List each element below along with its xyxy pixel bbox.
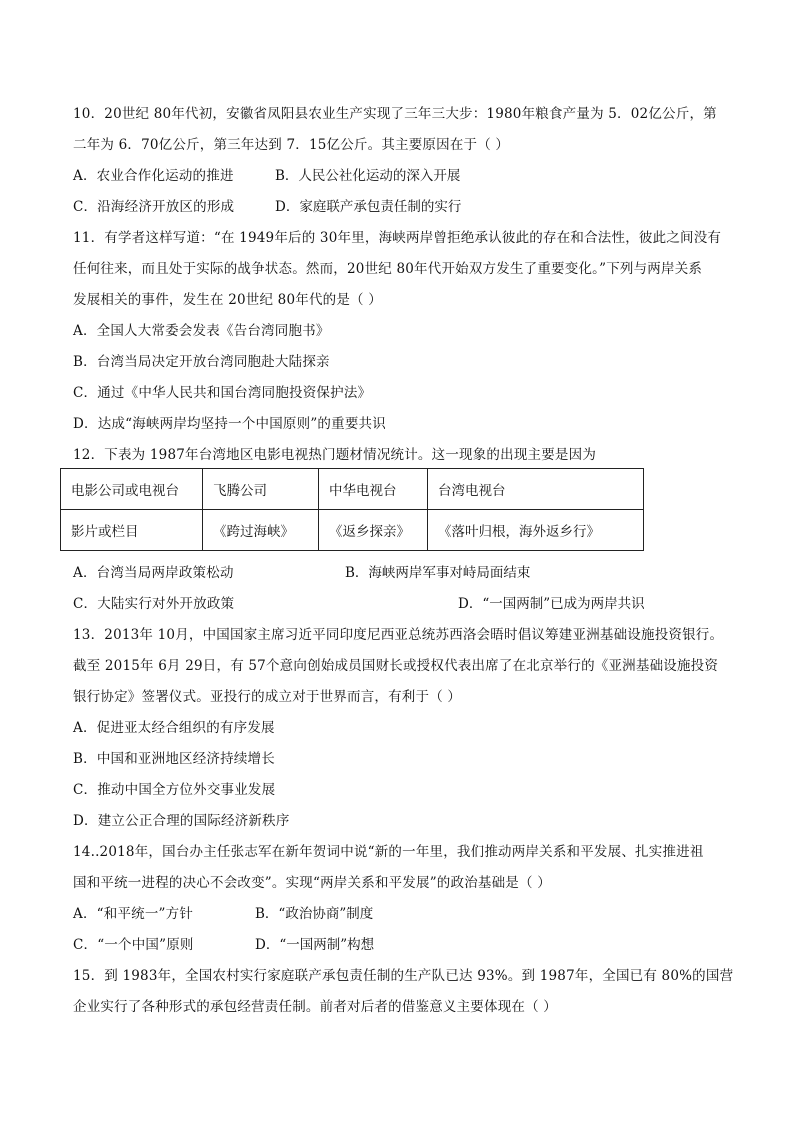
q14-option-d: D．“一国两制”构想	[255, 937, 375, 953]
q11-stem-line2: 任何往来，而且处于实际的战争状态。然而，20世纪 80年代开始双方发生了重要变化。”下列与两岸关系	[73, 261, 703, 277]
q12-option-c: C．大陆实行对外开放政策	[73, 596, 235, 612]
q13-option-b: B．中国和亚洲地区经济持续增长	[73, 751, 275, 767]
q11-option-b: B．台湾当局决定开放台湾同胞赴大陆探亲	[73, 354, 330, 370]
table-cell: 中华电视台	[319, 469, 428, 510]
table-cell: 《落叶归根，海外返乡行》	[428, 510, 644, 551]
q10-option-c: C．沿海经济开放区的形成	[73, 199, 235, 215]
table-cell: 电影公司或电视台	[61, 469, 203, 510]
q12-option-d: D．“一国两制”已成为两岸共识	[458, 596, 645, 612]
q11-option-d: D．达成“海峡两岸均坚持一个中国原则”的重要共识	[73, 416, 386, 432]
q14-option-a: A．“和平统一”方针	[73, 906, 194, 922]
q10-option-a: A．农业合作化运动的推进	[73, 168, 234, 184]
q10-stem-line1: 10．20世纪 80年代初，安徽省凤阳县农业生产实现了三年三大步：1980年粮食产量为 5．02亿公斤，第	[73, 106, 717, 122]
q10-option-d: D．家庭联产承包责任制的实行	[275, 199, 462, 215]
table-cell: 影片或栏目	[61, 510, 203, 551]
q10-option-b: B．人民公社化运动的深入开展	[275, 168, 461, 184]
table-cell: 飞腾公司	[203, 469, 319, 510]
q13-stem-line1: 13．2013年 10月，中国国家主席习近平同印度尼西亚总统苏西洛会晤时倡议筹建亚洲基础设施投资银行。	[73, 627, 724, 643]
q11-stem-line1: 11．有学者这样写道：“在 1949年后的 30年里，海峡两岸曾拒绝承认彼此的存在和合法性，彼此之间没有	[73, 230, 722, 246]
q12-option-a: A．台湾当局两岸政策松动	[73, 565, 234, 581]
q10-stem-line2: 二年为 6．70亿公斤，第三年达到 7．15亿公斤。其主要原因在于（ ）	[73, 137, 510, 153]
table-cell: 《跨过海峡》	[203, 510, 319, 551]
q12-stem: 12．下表为 1987年台湾地区电影电视热门题材情况统计。这一现象的出现主要是因为	[73, 447, 597, 463]
q14-stem-line2: 国和平统一进程的决心不会改变”。实现“两岸关系和平发展”的政治基础是（ ）	[73, 875, 551, 891]
q13-stem-line2: 截至 2015年 6月 29日，有 57个意向创始成员国财长或授权代表出席了在北京举行的《亚洲基础设施投资	[73, 658, 719, 674]
q11-stem-line3: 发展相关的事件，发生在 20世纪 80年代的是（ ）	[73, 292, 382, 308]
q14-option-b: B．“政治协商”制度	[255, 906, 374, 922]
q15-stem-line1: 15．到 1983年，全国农村实行家庭联产承包责任制的生产队已达 93%。到 1987年，全国已有 80%的国营	[73, 968, 734, 984]
table-cell: 台湾电视台	[428, 469, 644, 510]
q11-option-a: A．全国人大常委会发表《告台湾同胞书》	[73, 323, 330, 339]
q11-option-c: C．通过《中华人民共和国台湾同胞投资保护法》	[73, 385, 372, 401]
q13-option-d: D．建立公正合理的国际经济新秩序	[73, 813, 290, 829]
q12-option-b: B．海峡两岸军事对峙局面结束	[345, 565, 531, 581]
table-cell: 《返乡探亲》	[319, 510, 428, 551]
q13-option-c: C．推动中国全方位外交事业发展	[73, 782, 276, 798]
table-row	[61, 469, 644, 510]
table-row	[61, 510, 644, 551]
q13-option-a: A．促进亚太经合组织的有序发展	[73, 720, 275, 736]
q15-stem-line2: 企业实行了各种形式的承包经营责任制。前者对后者的借鉴意义主要体现在（ ）	[73, 999, 557, 1015]
q13-stem-line3: 银行协定》签署仪式。亚投行的成立对于世界而言，有利于（ ）	[73, 689, 462, 705]
q14-stem-line1: 14..2018年，国台办主任张志军在新年贺词中说“新的一年里，我们推动两岸关系和平发展、扎实推进祖	[73, 844, 704, 860]
q12-data-table	[60, 468, 644, 551]
q14-option-c: C．“一个中国”原则	[73, 937, 194, 953]
